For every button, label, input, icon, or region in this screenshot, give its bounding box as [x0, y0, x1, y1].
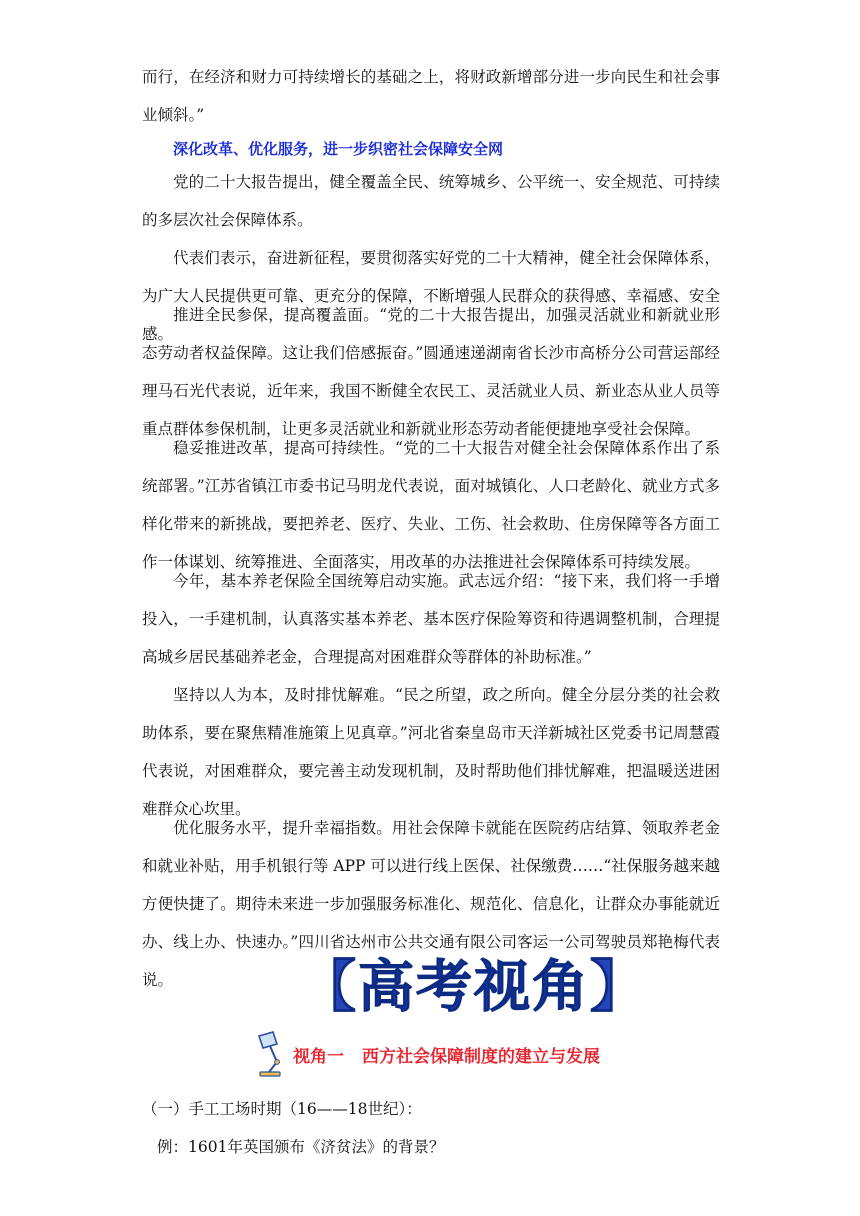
- paragraph-2: 代表们表示，奋进新征程，要贯彻落实好党的二十大精神，健全社会保障体系，为广大人民提供更可靠、更充分的保障，不断增强人民群众的获得感、幸福感、安全感。: [142, 249, 720, 343]
- paragraph-7: 优化服务水平，提升幸福指数。用社会保障卡就能在医院药店结算、领取养老金和就业补贴，用手机银行等 APP 可以进行线上医保、社保缴费……“社保服务越来越方便快捷了。期待未来进一步加强服务标准化、规范化、信息化，让群众办事能就近办、线上办、快速办。”四川省达州市公共交通有限公司客运一公司驾驶员郑艳梅代表说。: [142, 819, 720, 989]
- section-line-2: 例：1601年英国颁布《济贫法》的背景？: [157, 1138, 445, 1156]
- viewpoint-header: [255, 1030, 600, 1078]
- banner-left-bracket: 【: [300, 955, 358, 1020]
- paragraph-4: 稳妥推进改革，提高可持续性。“党的二十大报告对健全社会保障体系作出了系统部署。”江苏省镇江市委书记马明龙代表说，面对城镇化、人口老龄化、就业方式多样化带来的新挑战，要把养老、医疗、失业、工伤、社会救助、住房保障等各方面工作一体谋划、统筹推进、全面落实，用改革的办法推进社会保障体系可持续发展。: [142, 439, 720, 571]
- paragraph-1: 党的二十大报告提出，健全覆盖全民、统筹城乡、公平统一、安全规范、可持续的多层次社会保障体系。: [142, 173, 720, 229]
- section-heading: 深化改革、优化服务，进一步织密社会保障安全网: [173, 140, 504, 158]
- paragraph-continuation: 而行，在经济和财力可持续增长的基础之上，将财政新增部分进一步向民生和社会事业倾斜。”: [142, 68, 720, 124]
- viewpoint-title-text: 西方社会保障制度的建立与发展: [362, 1046, 600, 1067]
- viewpoint-label: 视角一: [293, 1046, 344, 1067]
- paragraph-5: 今年，基本养老保险全国统筹启动实施。武志远介绍：“接下来，我们将一手增投入，一手建机制，认真落实基本养老、基本医疗保险筹资和待遇调整机制，合理提高城乡居民基础养老金，合理提高对困难群众等群体的补助标准。”: [142, 572, 720, 666]
- paragraph-3: 推进全民参保，提高覆盖面。“党的二十大报告提出，加强灵活就业和新就业形态劳动者权益保障。这让我们倍感振奋。”圆通速递湖南省长沙市高桥分公司营运部经理马石光代表说，近年来，我国不断健全农民工、灵活就业人员、新业态从业人员等重点群体参保机制，让更多灵活就业和新就业形态劳动者能便捷地享受社会保障。: [142, 306, 720, 438]
- gaokao-banner: [300, 948, 648, 1018]
- viewpoint-title: [293, 1042, 600, 1067]
- desk-lamp-icon: [255, 1030, 289, 1078]
- section-line-1: （一）手工工场时期（16——18世纪）：: [142, 1100, 422, 1118]
- banner-right-bracket: 】: [590, 955, 648, 1020]
- banner-text: 高考视角: [358, 955, 590, 1020]
- paragraph-6: 坚持以人为本，及时排忧解难。“民之所望，政之所向。健全分层分类的社会救助体系，要在聚焦精准施策上见真章。”河北省秦皇岛市天洋新城社区党委书记周慧霞代表说，对困难群众，要完善主动发现机制，及时帮助他们排忧解难，把温暖送进困难群众心坎里。: [142, 686, 720, 818]
